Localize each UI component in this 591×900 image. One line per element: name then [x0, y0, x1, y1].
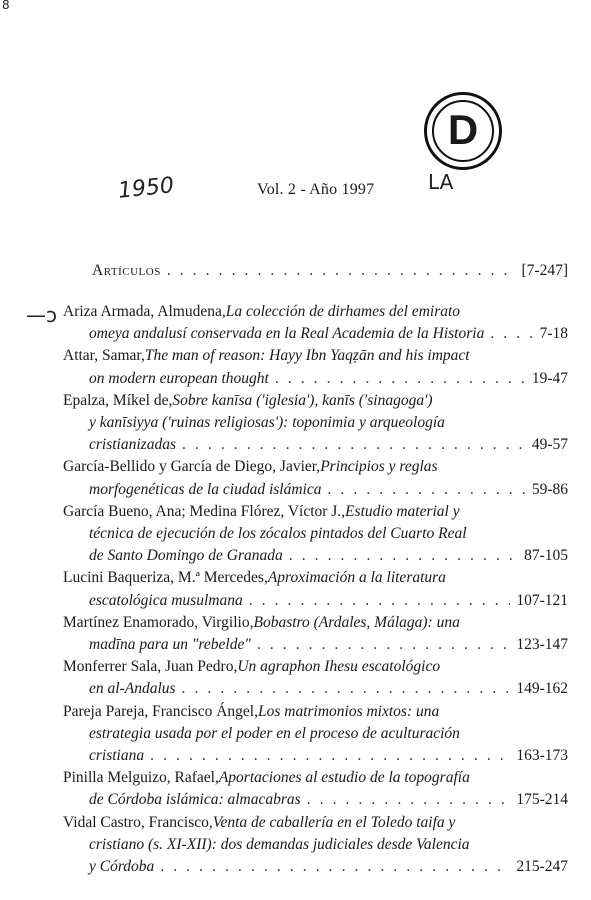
volume-line: Vol. 2 - Año 1997	[257, 181, 375, 198]
entry-title-continued: omeya andalusí conservada en la Real Academia de la Historia	[89, 325, 485, 343]
entry-title: The man of reason: Hayy Ibn Yaqẓān and his impact	[144, 347, 470, 365]
entry-author: Epalza, Míkel de,	[63, 391, 173, 409]
leader-dots	[150, 745, 510, 767]
entry-first-line	[63, 456, 568, 478]
entry-continuation-line	[63, 368, 568, 390]
entry-author: Martínez Enamorado, Virgilio,	[63, 613, 254, 631]
entry-continuation-line	[63, 523, 568, 545]
toc-entry	[63, 567, 568, 611]
toc-entry	[63, 501, 568, 568]
entry-title-continued: cristianizadas	[89, 436, 176, 454]
entry-title: Estudio material y	[345, 502, 460, 520]
library-stamp	[424, 92, 502, 170]
entry-author: Attar, Samar,	[63, 347, 145, 365]
entry-pages: 215-247	[516, 858, 568, 876]
entry-pages: 7-18	[539, 325, 568, 343]
toc-entry	[63, 612, 568, 656]
entry-title: Sobre kanīsa ('iglesia'), kanīs ('sinagoga')	[172, 391, 433, 409]
entry-pages: 19-47	[531, 369, 568, 387]
entry-author: Lucini Baqueriza, M.ª Mercedes,	[63, 569, 268, 587]
entry-pages: 149-162	[516, 680, 568, 698]
entry-continuation-line	[63, 834, 568, 856]
leader-dots	[249, 590, 511, 612]
toc-entry	[63, 701, 568, 768]
entry-title: Aportaciones al estudio de la topografía	[218, 769, 470, 787]
toc-entry	[63, 767, 568, 811]
entry-title: Un agraphon Ihesu escatológico	[237, 658, 441, 676]
entry-author: Pinilla Melguizo, Rafael,	[63, 769, 219, 787]
section-header	[92, 262, 568, 280]
entry-pages: 163-173	[516, 747, 568, 765]
entry-author: Monferrer Sala, Juan Pedro,	[63, 658, 238, 676]
entry-title-continued: estrategia usada por el poder en el proceso de aculturación	[89, 724, 460, 742]
entry-pages: 49-57	[531, 436, 568, 454]
toc-entry	[63, 456, 568, 500]
entry-pages: 175-214	[516, 791, 568, 809]
entry-first-line	[63, 812, 568, 834]
entry-continuation-line	[63, 323, 568, 345]
entry-first-line	[63, 612, 568, 634]
entry-first-line	[63, 501, 568, 523]
leader-dots	[257, 634, 511, 656]
entry-first-line	[63, 701, 568, 723]
entry-title-continued: madīna para un "rebelde"	[89, 636, 251, 654]
entry-first-line	[63, 656, 568, 678]
leader-dots	[490, 323, 533, 345]
section-pages: [7-247]	[521, 262, 568, 279]
leader-dots	[289, 545, 518, 567]
handwritten-initials: LA	[428, 170, 454, 194]
entry-title: La colección de dirhames del emirato	[225, 303, 461, 320]
entry-first-line	[63, 390, 568, 412]
entry-title-continued: cristiana	[89, 747, 145, 765]
entry-pages: 123-147	[516, 636, 568, 654]
entry-continuation-line	[63, 479, 568, 501]
entry-first-line	[63, 301, 568, 323]
entry-first-line	[63, 767, 568, 789]
leader-dots	[182, 434, 526, 456]
leader-dots	[307, 789, 511, 811]
entry-title-continued: escatológica musulmana	[89, 591, 243, 609]
leader-dots	[275, 368, 526, 390]
entry-pages: 59-86	[531, 480, 568, 498]
entry-continuation-line	[63, 678, 568, 700]
toc-entry	[63, 812, 568, 879]
entry-title-continued: cristiano (s. XI-XII): dos demandas judiciales desde Valencia	[89, 835, 470, 853]
entry-continuation-line	[63, 434, 568, 456]
toc-entry	[63, 345, 568, 389]
leader-dots	[160, 856, 510, 878]
entry-first-line	[63, 567, 568, 589]
entry-continuation-line	[63, 590, 568, 612]
entry-title: Bobastro (Ardales, Málaga): una	[253, 613, 460, 631]
entry-title-continued: técnica de ejecución de los zócalos pintados del Cuarto Real	[89, 525, 467, 543]
entry-title: Principios y reglas	[320, 458, 438, 476]
entry-author: Vidal Castro, Francisco,	[63, 813, 213, 831]
leader-dots	[327, 479, 525, 501]
entry-title-continued: en al-Andalus	[89, 680, 176, 698]
stamp-letter: D	[447, 106, 479, 153]
entry-title-continued: y kanīsiyya ('ruinas religiosas'): toponimia y arqueología	[89, 414, 445, 432]
entry-pages: 107-121	[516, 591, 568, 609]
handwritten-number: 1950	[116, 173, 176, 204]
entry-title-continued: morfogenéticas de la ciudad islámica	[89, 480, 322, 498]
entry-title-continued: de Córdoba islámica: almacabras	[89, 791, 301, 809]
entry-pages: 87-105	[524, 547, 568, 565]
margin-arrow-mark: —ɔ	[26, 303, 57, 327]
entry-title: Venta de caballería en el Toledo taifa y	[212, 813, 456, 831]
entry-title: Los matrimonios mixtos: una	[257, 702, 440, 720]
entry-title-continued: on modern european thought	[89, 369, 269, 387]
toc-entry	[63, 656, 568, 700]
entry-first-line	[63, 345, 568, 367]
entry-author: Pareja Pareja, Francisco Ángel,	[63, 702, 258, 720]
table-of-contents	[63, 301, 568, 878]
toc-entry	[63, 301, 568, 345]
entry-continuation-line	[63, 789, 568, 811]
entry-author: Ariza Armada, Almudena,	[63, 303, 226, 320]
entry-author: García-Bellido y García de Diego, Javier,	[63, 458, 321, 476]
toc-entry	[63, 390, 568, 457]
leader-dots	[182, 678, 511, 700]
entry-continuation-line	[63, 634, 568, 656]
entry-continuation-line	[63, 723, 568, 745]
entry-title: Aproximación a la literatura	[267, 569, 446, 587]
entry-continuation-line	[63, 745, 568, 767]
section-title: Artículos	[92, 262, 161, 279]
entry-continuation-line	[63, 412, 568, 434]
entry-author: García Bueno, Ana; Medina Flórez, Víctor J.,	[63, 502, 346, 520]
entry-continuation-line	[63, 856, 568, 878]
corner-pencil-mark: 8	[2, 0, 10, 12]
entry-title-continued: de Santo Domingo de Granada	[89, 547, 283, 565]
entry-continuation-line	[63, 545, 568, 567]
entry-title-continued: y Córdoba	[89, 858, 155, 876]
leader-dots	[167, 262, 516, 280]
